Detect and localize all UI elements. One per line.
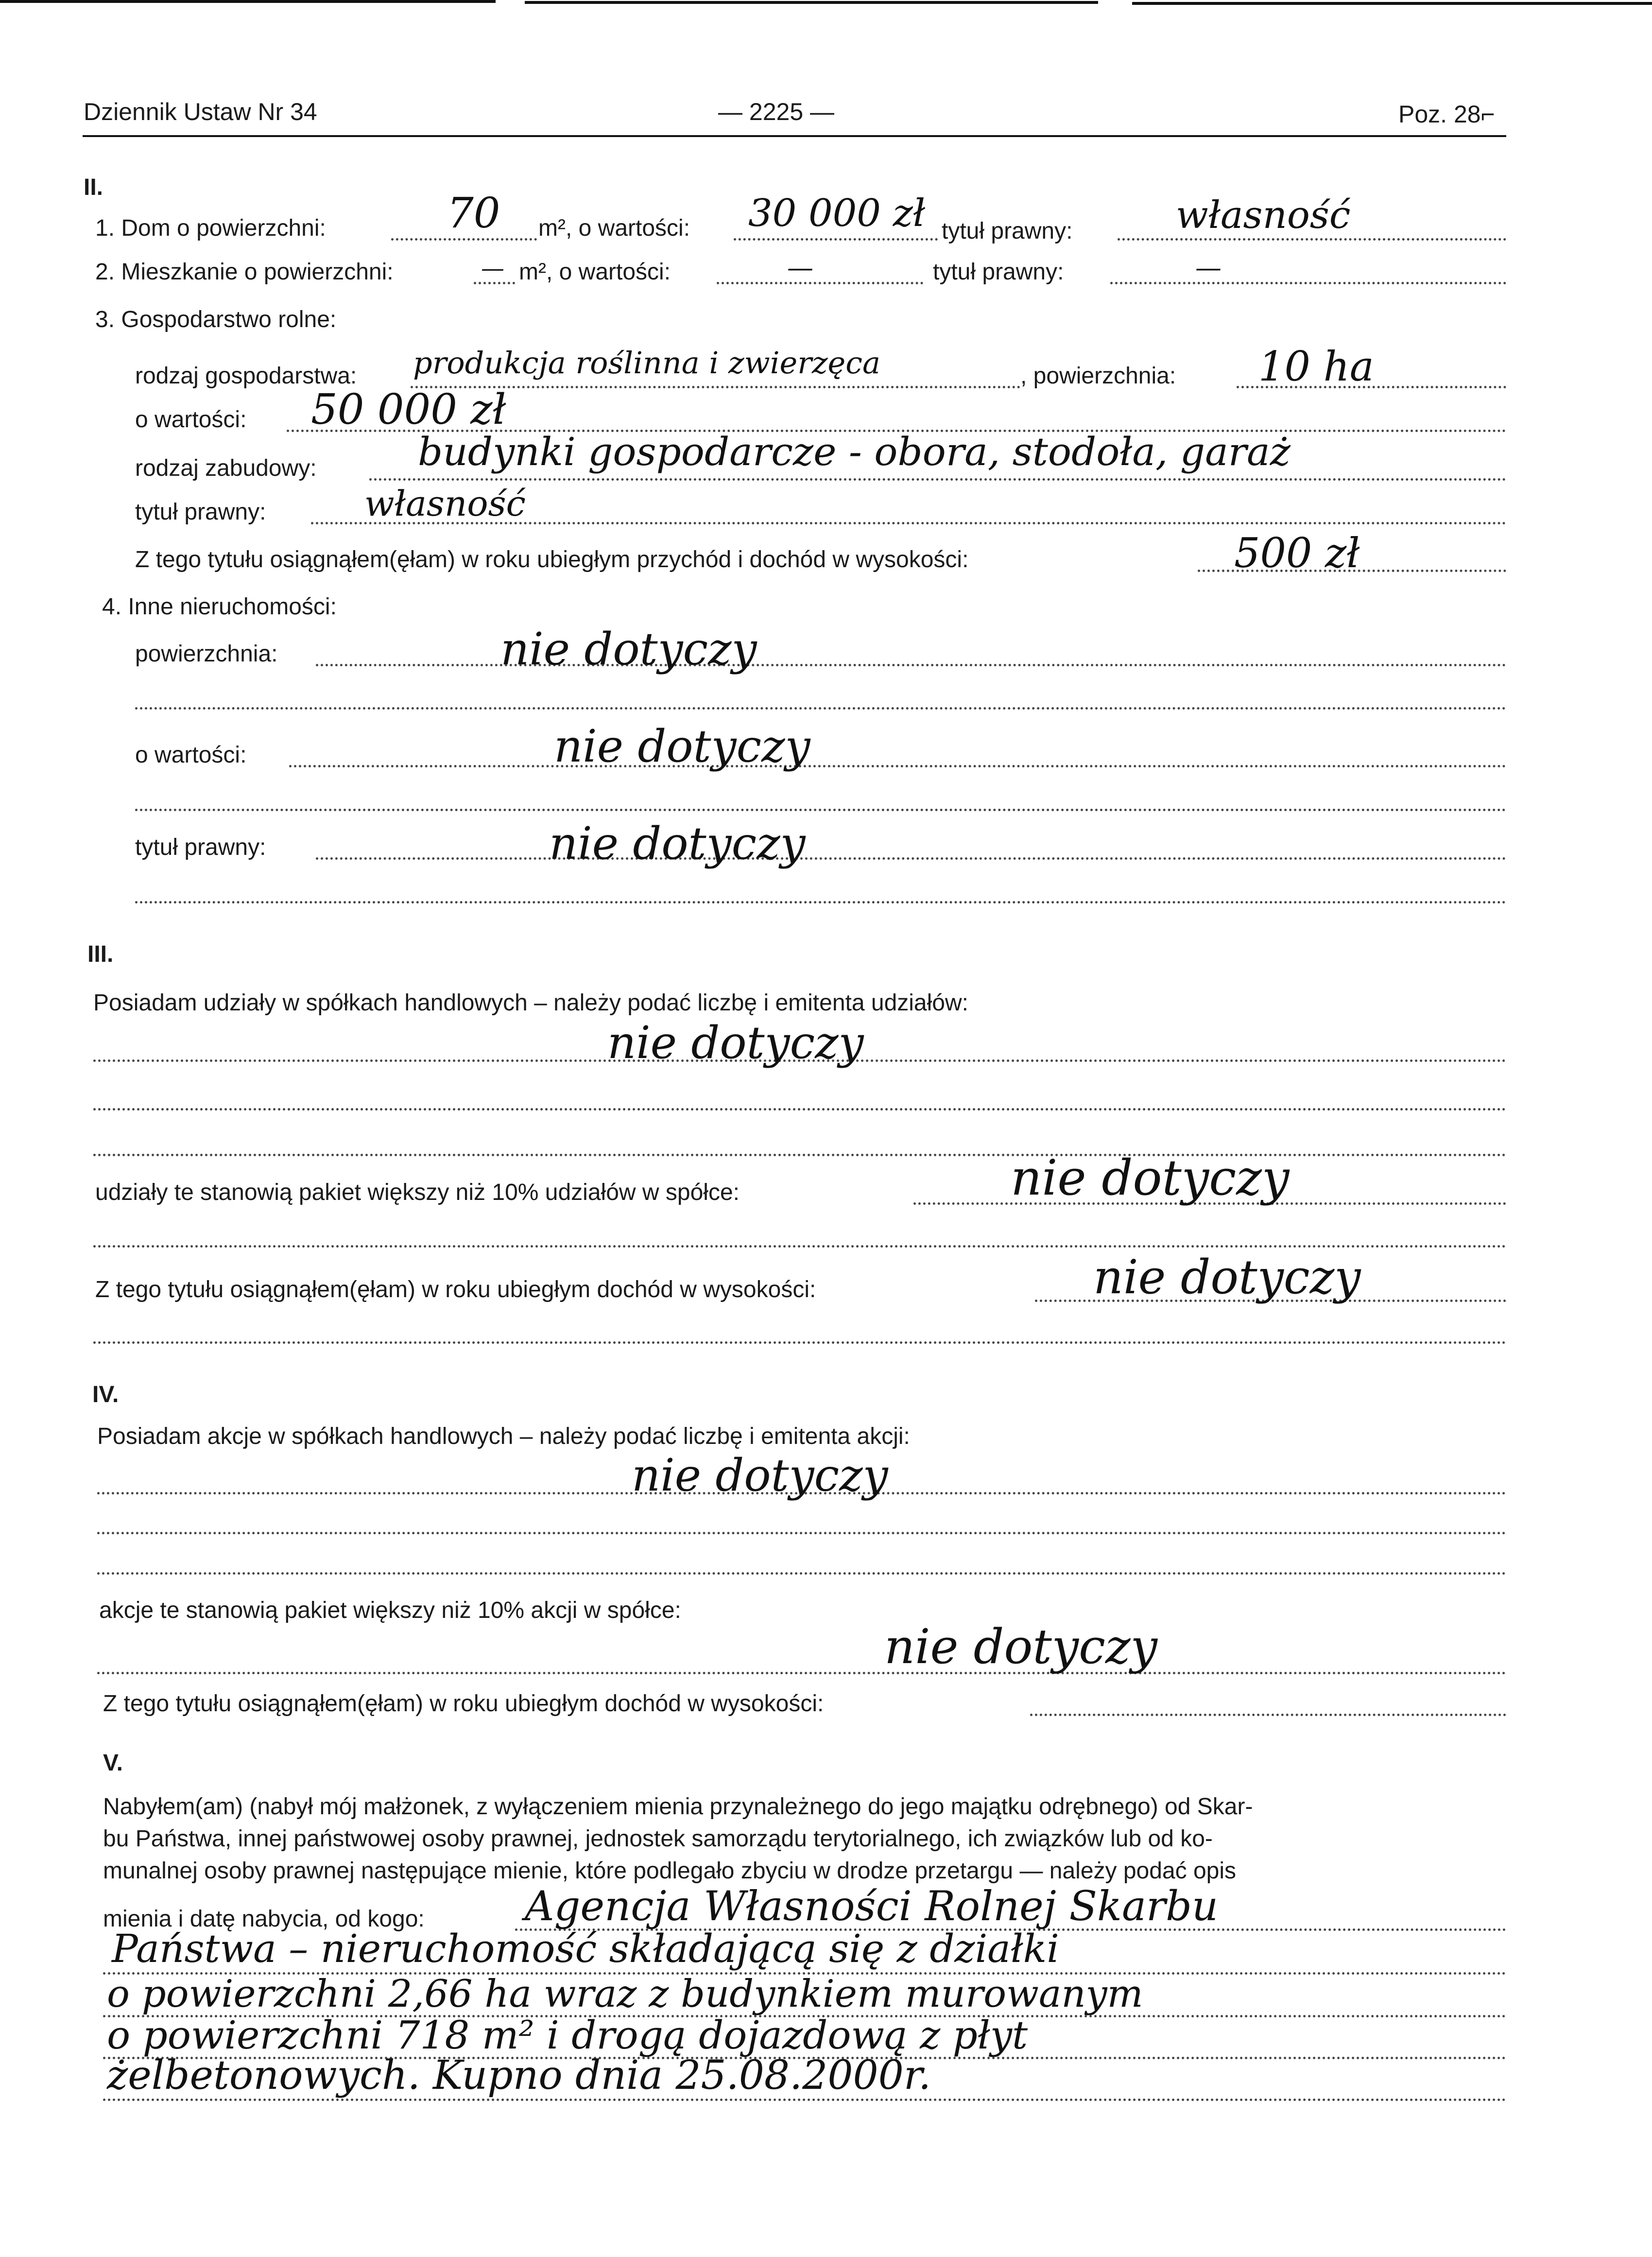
section-v-line-1: Nabyłem(am) (nabył mój małżonek, z wyłączeniem mienia przynależnego do jego majątku odrębnego) od Skar- [103,1794,1253,1820]
section-v-line-4: mienia i datę nabycia, od kogo: [103,1906,425,1932]
farm-buildings-dots [369,478,1506,481]
farm-area-value: 10 ha [1258,343,1374,390]
other-value-dots-2 [135,809,1506,811]
shares-value: nie dotyczy [607,1017,864,1069]
shares-income-label: Z tego tytułu osiągnąłem(ęłam) w roku ubiegłym dochód w wysokości: [95,1277,816,1302]
farm-income-label: Z tego tytułu osiągnąłem(ęłam) w roku ubiegłym przychód i dochód w wysokości: [135,547,969,573]
shares-income-value: nie dotyczy [1093,1250,1361,1304]
farm-value: 50 000 zł [311,385,506,434]
section-iv-title: IV. [92,1382,119,1407]
acquisition-line-4: o powierzchni 718 m² i drogą dojazdową z płyt [107,2013,1028,2058]
section-v-line-3: munalnej osoby prawnej następujące mienie, które podlegało zbyciu w drodze przetargu — należy podać opis [103,1858,1237,1884]
acquisition-line-5: żelbetonowych. Kupno dnia 25.08.2000r. [107,2052,931,2099]
shares-package-dots-2 [93,1245,1506,1248]
flat-value: — [787,252,813,283]
other-value-dots [289,765,1506,767]
flat-area-value: — [481,255,504,282]
scan-edge-left [0,0,496,3]
stocks-label: Posiadam akcje w spółkach handlowych – należy podać liczbę i emitenta akcji: [97,1424,910,1449]
house-label: 1. Dom o powierzchni: [95,215,326,241]
shares-package-label: udziały te stanowią pakiet większy niż 10% udziałów w spółce: [95,1180,740,1205]
acquisition-line-2: Państwa – nieruchomość składającą się z działki [112,1926,1059,1971]
farm-type-value: produkcja roślinna i zwierzęca [413,345,880,381]
section-ii-title: II. [84,174,103,200]
house-value-dots [734,238,938,241]
acquisition-dots-5 [103,2099,1506,2101]
other-area-dots-2 [135,707,1506,710]
other-title-dots [316,857,1506,860]
flat-title-value: — [1195,252,1222,283]
flat-title-label: tytuł prawny: [933,259,1064,285]
page-number: — 2225 — [718,98,835,125]
farm-value-label: o wartości: [135,407,247,433]
farm-income-value: 500 zł [1234,529,1360,577]
farm-area-label: , powierzchnia: [1020,363,1176,389]
other-title-label: tytuł prawny: [135,834,266,860]
other-title-dots-2 [135,901,1506,903]
house-area-value: 70 [447,189,500,238]
flat-area-dots [474,282,515,284]
farm-type-label: rodzaj gospodarstwa: [135,363,357,389]
farm-title-label: tytuł prawny: [135,499,266,525]
shares-income-dots-2 [93,1341,1506,1344]
flat-value-dots [717,282,923,284]
other-area-label: powierzchnia: [135,641,278,667]
shares-package-value: nie dotyczy [1011,1149,1290,1206]
section-v-line-2: bu Państwa, innej państwowej osoby prawnej, jednostek samorządu terytorialnego, ich związków lub od ko- [103,1826,1213,1852]
shares-label: Posiadam udziały w spółkach handlowych – należy podać liczbę i emitenta udziałów: [93,990,968,1016]
scan-edge-middle [525,1,1098,4]
flat-label: 2. Mieszkanie o powierzchni: [95,259,394,285]
stocks-package-dots [97,1672,1506,1674]
other-value-value: nie dotyczy [554,720,810,772]
section-v-title: V. [103,1750,123,1776]
house-title-value: własność [1176,193,1351,237]
flat-title-dots [1110,282,1506,284]
other-property-label: 4. Inne nieruchomości: [102,594,337,620]
house-area-dots [391,238,537,241]
flat-m2-label: m², o wartości: [519,259,671,285]
other-title-value: nie dotyczy [549,817,806,869]
house-title-dots [1118,238,1506,241]
other-value-label: o wartości: [135,742,247,768]
section-iii-title: III. [87,941,114,967]
farm-buildings-value: budynki gospodarcze - obora, stodoła, garaż [418,429,1291,474]
other-area-dots [316,664,1506,666]
stocks-package-value: nie dotyczy [884,1619,1157,1675]
shares-dots-2 [93,1108,1506,1111]
header-rule [83,135,1506,137]
house-m2-label: m², o wartości: [538,215,690,241]
stocks-income-dots [1030,1714,1506,1716]
stocks-value: nie dotyczy [632,1449,888,1501]
other-area-value: nie dotyczy [500,623,757,675]
house-title-label: tytuł prawny: [942,218,1073,244]
farm-buildings-label: rodzaj zabudowy: [135,455,317,481]
stocks-package-label: akcje te stanowią pakiet większy niż 10% akcji w spółce: [99,1597,681,1623]
farm-title-value: własność [364,483,526,524]
acquisition-line-1: Agencja Własności Rolnej Skarbu [525,1882,1219,1930]
stocks-income-label: Z tego tytułu osiągnąłem(ęłam) w roku ubiegłym dochód w wysokości: [103,1691,824,1717]
position-number: Poz. 28⌐ [1398,101,1495,128]
stocks-dots-2 [97,1532,1506,1534]
scan-edge-right [1132,2,1652,5]
farm-label: 3. Gospodarstwo rolne: [95,307,337,332]
stocks-dots-3 [97,1572,1506,1575]
acquisition-line-3: o powierzchni 2,66 ha wraz z budynkiem murowanym [107,1972,1143,2016]
shares-dots-3 [93,1154,1506,1156]
journal-title: Dziennik Ustaw Nr 34 [84,98,317,125]
house-value: 30 000 zł [748,191,926,235]
